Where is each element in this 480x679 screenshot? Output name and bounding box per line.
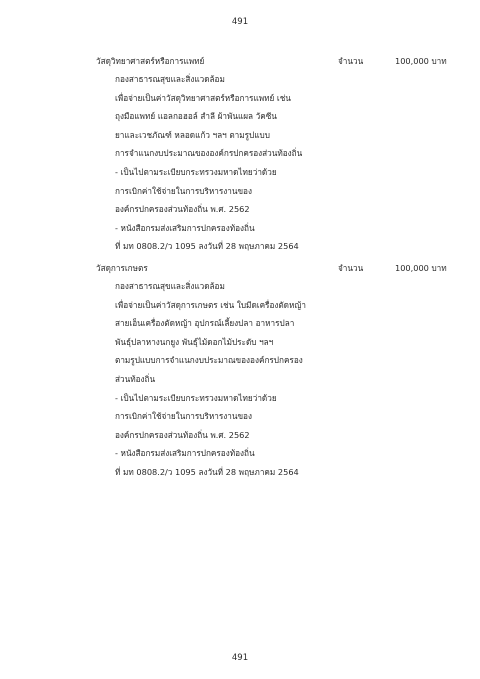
item-description: [115, 72, 365, 258]
page-number-top: 491: [231, 17, 249, 27]
description-line: ตามรูปแบบการจำแนกงบประมาณขององค์กรปกครอง: [115, 355, 303, 366]
item-amount: 100,000 บาท: [395, 56, 447, 66]
budget-item-medical-supplies: [0, 54, 480, 252]
description-line: เพื่อจ่ายเป็นค่าวัสดุการเกษตร เช่น ใบมีดเครื่องตัดหญ้า: [115, 299, 306, 310]
budget-item-agricultural-supplies: [0, 261, 480, 477]
description-line: เพื่อจ่ายเป็นค่าวัสดุวิทยาศาสตร์หรือการแพทย์ เช่น: [115, 92, 291, 103]
budget-item-header: [0, 261, 480, 275]
description-line: องค์กรปกครองส่วนท้องถิ่น พ.ศ. 2562: [115, 429, 250, 440]
description-line: การจำแนกงบประมาณขององค์กรปกครองส่วนท้องถิ่น: [115, 148, 303, 159]
item-description: [115, 279, 365, 484]
quantity-label: จำนวน: [338, 56, 364, 66]
description-line: กองสาธารณสุขและสิ่งแวดล้อม: [115, 281, 225, 291]
description-line: กองสาธารณสุขและสิ่งแวดล้อม: [115, 74, 225, 84]
item-amount: 100,000 บาท: [395, 263, 447, 273]
description-line: พันธุ์ปลาหางนกยูง พันธุ์ไม้ดอกไม้ประดับ ฯลฯ: [115, 336, 274, 347]
page-number-bottom: 491: [231, 653, 249, 663]
description-line: การเบิกค่าใช้จ่ายในการบริหารงานของ: [115, 185, 252, 196]
item-title: วัสดุการเกษตร: [96, 263, 148, 273]
description-line: องค์กรปกครองส่วนท้องถิ่น พ.ศ. 2562: [115, 204, 250, 215]
description-line: - เป็นไปตามระเบียบกระทรวงมหาดไทยว่าด้วย: [115, 392, 277, 403]
description-line: สายเอ็นเครื่องตัดหญ้า อุปกรณ์เลี้ยงปลา อาหารปลา: [115, 318, 295, 329]
description-line: ที่ มท 0808.2/ว 1095 ลงวันที่ 28 พฤษภาคม 2564: [115, 241, 299, 252]
budget-item-header: [0, 54, 480, 68]
item-title: วัสดุวิทยาศาสตร์หรือการแพทย์: [96, 56, 205, 66]
description-line: ยาและเวชภัณฑ์ หลอดแก้ว ฯลฯ ตามรูปแบบ: [115, 129, 270, 140]
description-line: ส่วนท้องถิ่น: [115, 373, 156, 384]
description-line: ถุงมือแพทย์ แอลกอฮอล์ สำลี ผ้าพันแผล วัคซีน: [115, 111, 277, 122]
description-line: - หนังสือกรมส่งเสริมการปกครองท้องถิ่น: [115, 222, 255, 233]
description-line: - เป็นไปตามระเบียบกระทรวงมหาดไทยว่าด้วย: [115, 166, 277, 177]
quantity-label: จำนวน: [338, 263, 364, 273]
description-line: - หนังสือกรมส่งเสริมการปกครองท้องถิ่น: [115, 448, 255, 459]
description-line: ที่ มท 0808.2/ว 1095 ลงวันที่ 28 พฤษภาคม 2564: [115, 466, 299, 477]
description-line: การเบิกค่าใช้จ่ายในการบริหารงานของ: [115, 411, 252, 422]
